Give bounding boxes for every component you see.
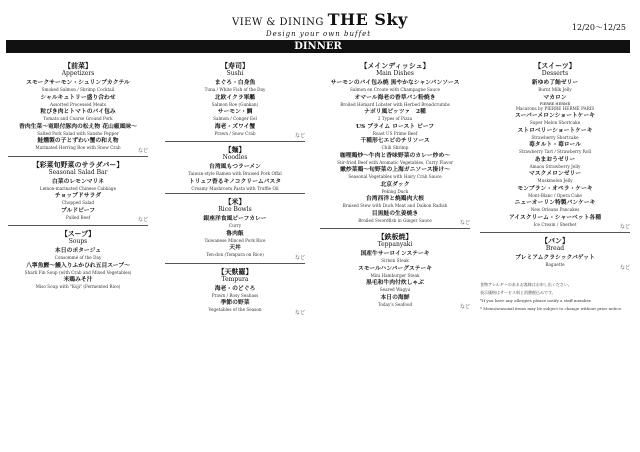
- menu-item: [480, 142, 630, 155]
- menu-item: [320, 196, 470, 209]
- menu-item-name: サーモン・鯛: [217, 109, 253, 115]
- menu-item-name: 銀座洋食風ビーフカレー: [203, 216, 267, 222]
- menu-item-name: スモークサーモン・シュリンプカクテル: [26, 80, 130, 86]
- menu-item: [320, 182, 470, 195]
- more-label: など: [137, 217, 148, 223]
- category-title: 【彩菜旬野菜のサラダバー】: [32, 159, 124, 169]
- menu-item: [165, 80, 305, 93]
- category-subtitle: Tempura: [221, 275, 249, 283]
- menu-item-name: 海老・ズワイ蟹: [214, 123, 256, 130]
- menu-item-name: 嫩炒菜鶏～旬野菜の上海ガニソース掛け～: [340, 167, 450, 173]
- category-subtitle: Teppanyaki: [377, 241, 413, 248]
- menu-item-translation: Chili Shrimp: [381, 145, 409, 150]
- column-4: [480, 62, 630, 313]
- menu-item-translation: Chopped Salad: [61, 200, 95, 205]
- menu-item-name: シャルキュトリー盛り合わせ: [40, 94, 116, 101]
- menu-item: [480, 157, 630, 170]
- menu-item-name: 目黒鮭の生姜焼き: [371, 210, 419, 217]
- menu-item-translation: Shark Fin Soup (with Crab and Mixed Vegetables): [24, 269, 132, 275]
- menu-item: [480, 171, 630, 184]
- menu-item-translation: Today's Seafood: [377, 301, 413, 307]
- menu-item-translation: Taiwan-style Ramen with Braised Pork Offal: [188, 171, 282, 176]
- menu-item-translation: Tomato and Coarse Ground Pork: [43, 116, 113, 121]
- appetizers-section: [8, 62, 148, 154]
- menu-item: [480, 128, 630, 141]
- menu-item-translation: Pulled Beef: [65, 214, 91, 220]
- menu-item-name: 新ゆめ了飴ゼリー: [531, 80, 579, 86]
- category-subtitle: Main Dishes: [376, 70, 414, 77]
- menu-item-name: ストロベリーショートケーキ: [517, 127, 593, 134]
- menu-item-translation: Baguette: [545, 262, 565, 267]
- note-line: 食物アレルギーのあるお客様はお申し出ください。: [480, 281, 572, 287]
- menu-item-translation: Peking Duck: [381, 188, 409, 194]
- more-label: など: [294, 309, 305, 316]
- menu-item-translation: Salted Pork Salad with Sansho Pepper: [37, 130, 119, 136]
- menu-item-name: 本日の海鮮: [380, 294, 410, 301]
- menu-item-translation: Creamy Mushroom Pasta with Truffle Oil: [191, 185, 279, 191]
- menu-item-name: 海老・のどぐろ: [214, 285, 256, 292]
- tagline: Design your own buffet: [266, 30, 372, 38]
- divider: [320, 228, 470, 229]
- logo-main: THE Sky: [327, 10, 408, 29]
- category-title: 【スープ】: [60, 229, 96, 238]
- menu-item-name: 粒ぴき肉とトマトのパイ包み: [40, 109, 116, 115]
- menu-item: [320, 138, 470, 151]
- menu-item-translation: Curry: [228, 223, 242, 228]
- menu-item: [320, 266, 470, 279]
- more-label: など: [459, 220, 470, 226]
- menu-title-bar: DINNER: [6, 40, 630, 53]
- menu-item: [165, 286, 305, 299]
- menu-item-name: ナポリ風ピッツァ 2種: [364, 109, 426, 115]
- category-title: 【鉄板焼】: [377, 232, 413, 241]
- menu-item-name: 香肉生菜～竜眼付豚肉の松え物 花山椒風味～: [19, 123, 137, 130]
- menu-item-translation: Ten-don (Tempura on Rice): [206, 252, 264, 257]
- menu-item-translation: Roast US Prime Beef: [372, 130, 418, 136]
- menu-item-name: 北京ダック: [380, 181, 410, 188]
- menu-item-translation: Taiwanese Minced Pork Rice: [204, 237, 266, 243]
- menu-item-name: プルドビーフ: [60, 207, 96, 214]
- menu-item: [320, 153, 470, 166]
- menu-item-name: 台湾西洋と焼鶏肉大根: [366, 196, 424, 202]
- category-title: 【寿司】: [221, 61, 249, 70]
- more-label: など: [294, 254, 305, 261]
- menu-item-name: 魯肉飯: [226, 230, 244, 237]
- menu-item-translation: Broiled Homard Lobster with Herbed Breadcrumbs: [340, 101, 450, 107]
- menu-item-name: 天丼: [229, 245, 241, 251]
- menu-item-translation: Miso Soup with "Koji" (Fermented Rice): [35, 284, 121, 289]
- menu-item-translation: Muskmelon Jelly: [537, 178, 573, 183]
- divider: [480, 232, 630, 233]
- bread-section: [480, 237, 630, 271]
- menu-item: [8, 80, 148, 93]
- menu-item: [320, 109, 470, 122]
- menu-item-name: 北欧イクラ軍艦: [214, 94, 256, 101]
- menu-item-translation: Salmon en Croute with Champagne Sauce: [350, 87, 440, 92]
- menu-item-name: 黒毛和牛肉付炊しゃぶ: [366, 280, 424, 286]
- menu-item-name: 米鶏みそ汁: [63, 277, 93, 283]
- category-title: 【前菜】: [64, 61, 92, 70]
- menu-item-translation: Super Melon Shortcake: [529, 120, 581, 125]
- soups-section: [8, 230, 148, 290]
- menu-item-translation: Vegetables of the Season: [208, 307, 262, 312]
- menu-item: [165, 216, 305, 229]
- more-label: など: [294, 133, 305, 139]
- menu-item-translation: Amaou Strawberry Jelly: [529, 163, 581, 169]
- menu-item-translation: Consommé of the Day: [54, 255, 102, 260]
- menu-item-name: スーパーメロンショートケーキ: [515, 113, 595, 119]
- menu-item: [8, 109, 148, 122]
- menu-item-name: プレミアムクラシックバゲット: [515, 255, 595, 261]
- category-title: 【パン】: [541, 236, 569, 245]
- mains-section: [320, 62, 470, 226]
- menu-item-translation: Stir-fried Beef with Aromatic Vegetables, Curry Flavor: [337, 159, 453, 165]
- menu-item: [8, 277, 148, 290]
- menu-item-translation: Seasonal Vegetables with Hairy Crab Sauce: [348, 174, 442, 179]
- menu-item-translation: Mini Hamburger Steak: [370, 272, 420, 278]
- column-2: [165, 62, 305, 316]
- menu-item-translation: Tuna / White Fish of the Day: [204, 87, 266, 92]
- menu-item-name: ニューオーリン特製パンケーキ: [514, 200, 596, 206]
- menu-item-translation: Seared Wagyu: [379, 287, 411, 292]
- menu-item: [165, 179, 305, 192]
- category-subtitle: Seasonal Salad Bar: [48, 168, 108, 176]
- menu-item-translation: Sirloin Steak: [381, 258, 409, 263]
- more-label: など: [619, 264, 630, 271]
- logo-prefix: VIEW & DINING: [232, 17, 324, 28]
- menu-item: [8, 263, 148, 276]
- menu-item-translation: Assorted Processed Meats: [49, 101, 107, 107]
- menu-item: [8, 248, 148, 261]
- menu-item: [320, 167, 470, 180]
- menu-item-name: サーモンのパイ包み焼 黒やかなシャンパンソース: [330, 80, 460, 86]
- category-subtitle: Bread: [545, 245, 565, 252]
- menu-item: [8, 179, 148, 192]
- more-label: など: [137, 147, 148, 154]
- menu-item-translation: Marinated Herring Roe with Snow Crab: [35, 145, 121, 150]
- menu-item-translation: Braised Stew with Duck Meat and Daikon Radish: [342, 203, 448, 208]
- column-3: [320, 62, 470, 310]
- menu-item: [165, 164, 305, 177]
- menu-item-name: マカロン: [543, 94, 567, 101]
- menu-item: [480, 95, 630, 112]
- menu-item-name: US プライム ロースト ビーフ: [355, 123, 435, 130]
- category-title: 【米】: [224, 197, 246, 206]
- date-range: 12/20～12/25: [571, 23, 626, 32]
- menu-item-name: 白菜のレモンマリネ: [51, 178, 105, 185]
- category-subtitle: Noodles: [222, 154, 248, 161]
- menu-item-name: 本日のポタージュ: [54, 248, 102, 254]
- menu-item: [480, 200, 630, 213]
- more-label: など: [619, 224, 630, 230]
- menu-item: [165, 109, 305, 122]
- menu-item-name: 鮭燻製の子とずわい蟹の和え物: [37, 138, 119, 144]
- brand-note: PIERRE HERMÉ: [539, 101, 571, 106]
- menu-item: [8, 95, 148, 108]
- menu-item-translation: Prawn / Rosy Seabass: [211, 292, 259, 298]
- category-title: 【メインディッシュ】: [360, 61, 430, 70]
- menu-item-name: 咖哩鶏炒～牛肉と香味野菜のカレー炒め～: [339, 152, 451, 159]
- header: [0, 0, 640, 40]
- menu-item-translation: New Orleans Pancakes: [530, 207, 580, 212]
- menu-item: [320, 124, 470, 137]
- menu-item-name: まぐろ・白身魚: [214, 80, 256, 86]
- menu-item-translation: Strawberry Tart / Strawberry Roll: [518, 149, 592, 154]
- tempura-section: [165, 268, 305, 316]
- category-title: 【麺】: [224, 145, 246, 154]
- menu-item-name: モンブラン・オペラ・ケーキ: [517, 185, 593, 192]
- menu-item-name: 苺タルト・苺ロール: [528, 142, 582, 148]
- category-title: 【スイーツ】: [534, 61, 576, 70]
- menu-item-translation: 2 Types of Pizza: [377, 116, 413, 121]
- divider: [165, 193, 305, 194]
- menu-item-name: トリュフ香るキノコクリームパスタ: [188, 178, 282, 185]
- menu-item-name: 国産牛サーロインステーキ: [360, 251, 430, 257]
- menu-item-translation: Prawn / Snow Crab: [214, 130, 256, 136]
- menu-item: [320, 80, 470, 93]
- category-subtitle: Soups: [68, 238, 88, 245]
- menu-item: [480, 80, 630, 93]
- notes: [480, 281, 630, 313]
- divider: [165, 263, 305, 264]
- menu-item-name: マスクメロンゼリー: [528, 171, 582, 177]
- menu-item-translation: Lemon-marinated Chinese Cabbage: [39, 185, 117, 191]
- noodles-section: [165, 146, 305, 191]
- menu-item: [165, 231, 305, 244]
- menu-item: [8, 193, 148, 206]
- menu-item: [320, 251, 470, 264]
- menu-item: [480, 113, 630, 126]
- menu-item-translation: Burnt Milk Jelly: [538, 87, 572, 92]
- menu-item-translation: Mont-Blanc / Opera Cake: [528, 192, 582, 198]
- menu-item-translation: Smoked Salmon / Shrimp Cocktail: [41, 87, 115, 92]
- category-title: 【天麩羅】: [217, 266, 253, 276]
- menu-item: [320, 95, 470, 108]
- salad-section: [8, 161, 148, 224]
- note-line: 表示価格はサービス料と消費税込みです。: [480, 289, 556, 295]
- menu-item-name: スモールハンバーグステーキ: [357, 265, 433, 272]
- menu-item-name: 千種形七エビのチリソース: [360, 138, 430, 144]
- more-label: など: [459, 304, 470, 310]
- menu-item-translation: Broiled Swordfish in Ginger Sauce: [358, 217, 432, 223]
- menu-item-name: あまおうゼリー: [534, 156, 576, 163]
- menu-item-name: アイスクリーム・シャーベット各種: [508, 214, 602, 221]
- note-line: *If you have any allergies please notify a staff member.: [480, 297, 592, 303]
- category-subtitle: Rice Bowls: [218, 206, 252, 213]
- menu-item: [480, 186, 630, 199]
- menu-item-name: 台湾風もつラーメン: [209, 164, 261, 170]
- menu-item-translation: Salmon / Conger Eel: [213, 116, 257, 121]
- note-line: * Menu/seasonal items may be subject to change without prior notice.: [480, 305, 623, 311]
- menu-item-translation: Strawberry Shortcake: [531, 134, 579, 140]
- column-1: [8, 62, 148, 292]
- restaurant-logo: [232, 10, 408, 29]
- divider: [8, 225, 148, 226]
- category-subtitle: Sushi: [226, 70, 244, 77]
- rice-section: [165, 198, 305, 261]
- desserts-section: [480, 62, 630, 230]
- category-subtitle: Appetizers: [61, 70, 95, 77]
- menu-item-name: オマール海老の香草パン粉焼き: [354, 94, 436, 101]
- menu-item-translation: Ice Cream / Sherbet: [533, 221, 577, 227]
- menu-item: [8, 124, 148, 137]
- divider: [8, 156, 148, 157]
- category-subtitle: Desserts: [541, 70, 569, 77]
- menu-item-translation: Salmon Roe (Gunkan): [211, 101, 259, 107]
- menu-item-name: 季節の野菜: [220, 300, 250, 306]
- divider: [165, 141, 305, 142]
- menu-item-name: チョップドサラダ: [54, 193, 102, 199]
- menu-item: [320, 280, 470, 293]
- menu-item-translation: Macarons by PIERRE HERMÉ PARIS: [515, 105, 595, 111]
- sushi-section: [165, 62, 305, 139]
- teppanyaki-section: [320, 233, 470, 310]
- menu-item: [165, 95, 305, 108]
- menu-item-name: 八寧魚鰹～鰻入りふかひれ五目スープ～: [26, 262, 130, 269]
